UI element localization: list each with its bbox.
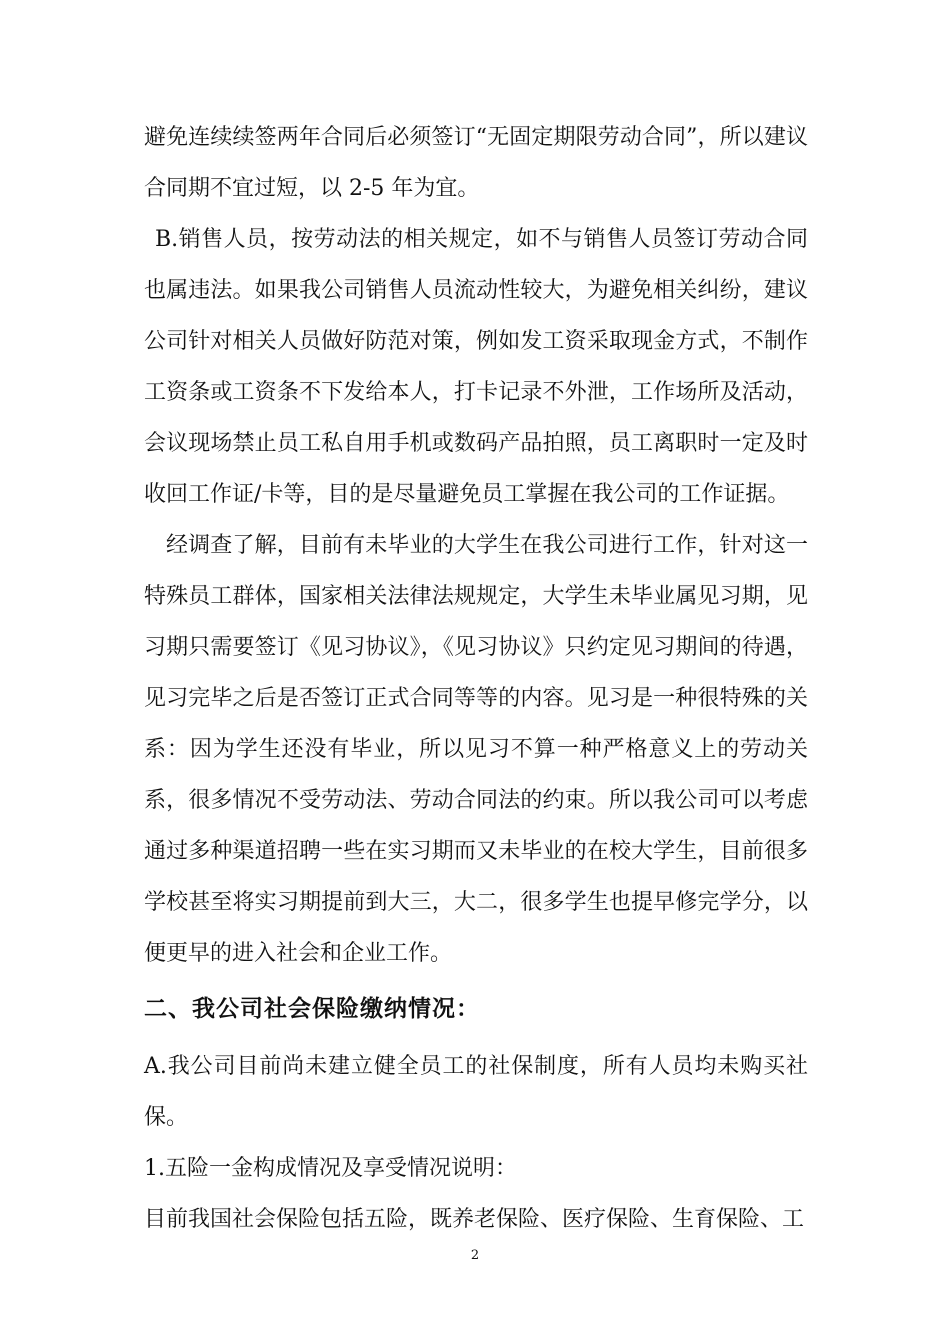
document-body bbox=[144, 112, 808, 1245]
paragraph-interns: 经调查了解，目前有未毕业的大学生在我公司进行工作，针对这一特殊员工群体，国家相关法律法规规定，大学生未毕业属见习期，见习期只需要签订《见习协议》，《见习协议》只约定见习期间的待遇，见习完毕之后是否签订正式合同等等的内容。见习是一种很特殊的关系：因为学生还没有毕业，所以见习不算一种严格意义上的劳动关系，很多情况不受劳动法、劳动合同法的约束。所以我公司可以考虑通过多种渠道招聘一些在实习期而又未毕业的在校大学生，目前很多学校甚至将实习期提前到大三，大二，很多学生也提早修完学分，以便更早的进入社会和企业工作。 bbox=[144, 533, 808, 966]
paragraph-no-social-insurance: A.我公司目前尚未建立健全员工的社保制度，所有人员均未购买社保。 bbox=[144, 1054, 808, 1130]
paragraph-five-insurances-intro: 目前我国社会保险包括五险，既养老保险、医疗保险、生育保险、工 bbox=[144, 1207, 805, 1232]
page-number: 2 bbox=[470, 1248, 480, 1263]
paragraph-sales-staff: B.销售人员，按劳动法的相关规定，如不与销售人员签订劳动合同也属违法。如果我公司销售人员流动性较大，为避免相关纠纷，建议公司针对相关人员做好防范对策，例如发工资采取现金方式，不制作工资条或工资条不下发给本人，打卡记录不外泄，工作场所及活动，会议现场禁止员工私自用手机或数码产品拍照，员工离职时一定及时收回工作证/卡等，目的是尽量避免员工掌握在我公司的工作证据。 bbox=[144, 227, 808, 507]
paragraph-five-insurances-title: 1.五险一金构成情况及享受情况说明： bbox=[144, 1156, 517, 1181]
section-heading-social-insurance: 二、我公司社会保险缴纳情况： bbox=[144, 996, 480, 1022]
paragraph-contract-term: 避免连续续签两年合同后必须签订“无固定期限劳动合同”，所以建议合同期不宜过短，以 2-5 年为宜。 bbox=[144, 125, 808, 201]
